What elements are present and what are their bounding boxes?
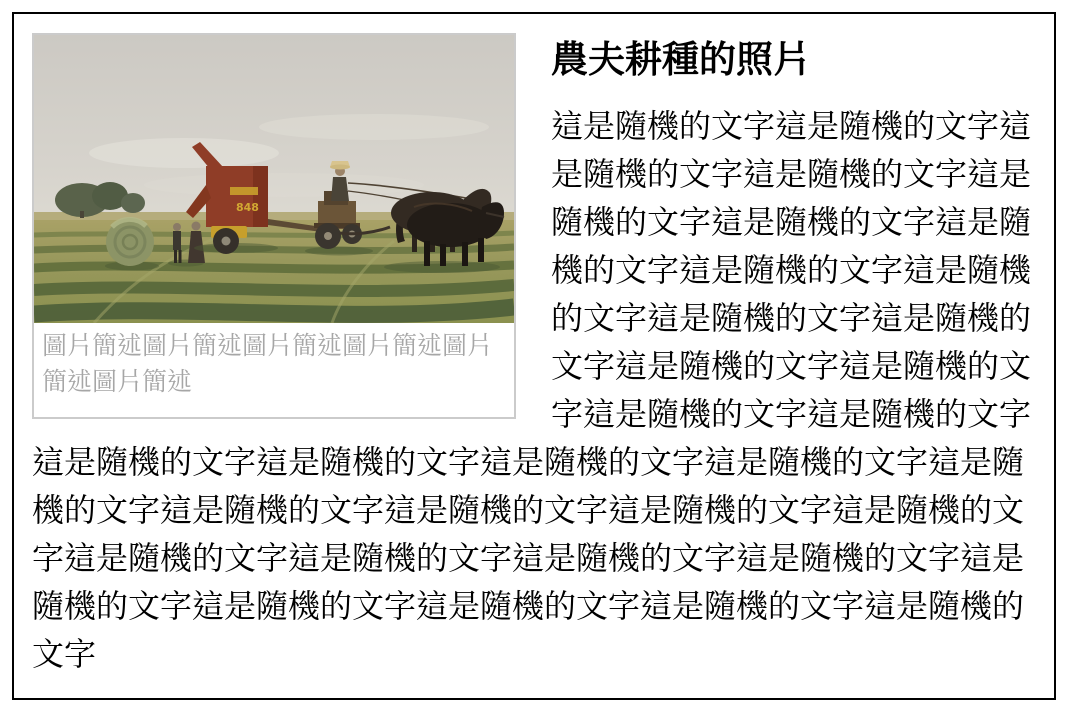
page-title: 農夫耕種的照片 bbox=[551, 40, 810, 81]
body-paragraph: 這是隨機的文字這是隨機的文字這是隨機的文字這是隨機的文字這是隨機的文字這是隨機的文字這是隨機的文字這是隨機的文字這是隨機的文字這是隨機的文字這是隨機的文字這是隨機的文字這是隨機的文字這是隨機的文字這是隨機的文字這是隨機的文字這是隨機的文字這是隨機的文字這是隨機的文字這是隨機的文字這是隨機的文字這是隨機的文字這是隨機的文字這是隨機的文字這是隨機的文字這是隨機的文字這是隨機的文字這是隨機的文字這是隨機的文字這是隨機的文字這是隨機的文字這是隨機的文字這是隨機的文字 bbox=[32, 108, 1032, 672]
farm-photo-figure bbox=[32, 33, 516, 419]
page bbox=[12, 12, 1056, 700]
svg-text:848: 848 bbox=[236, 201, 259, 214]
farm-photo-illustration bbox=[34, 35, 514, 323]
figure-caption: 圖片簡述圖片簡述圖片簡述圖片簡述圖片簡述圖片簡述 bbox=[42, 333, 493, 396]
